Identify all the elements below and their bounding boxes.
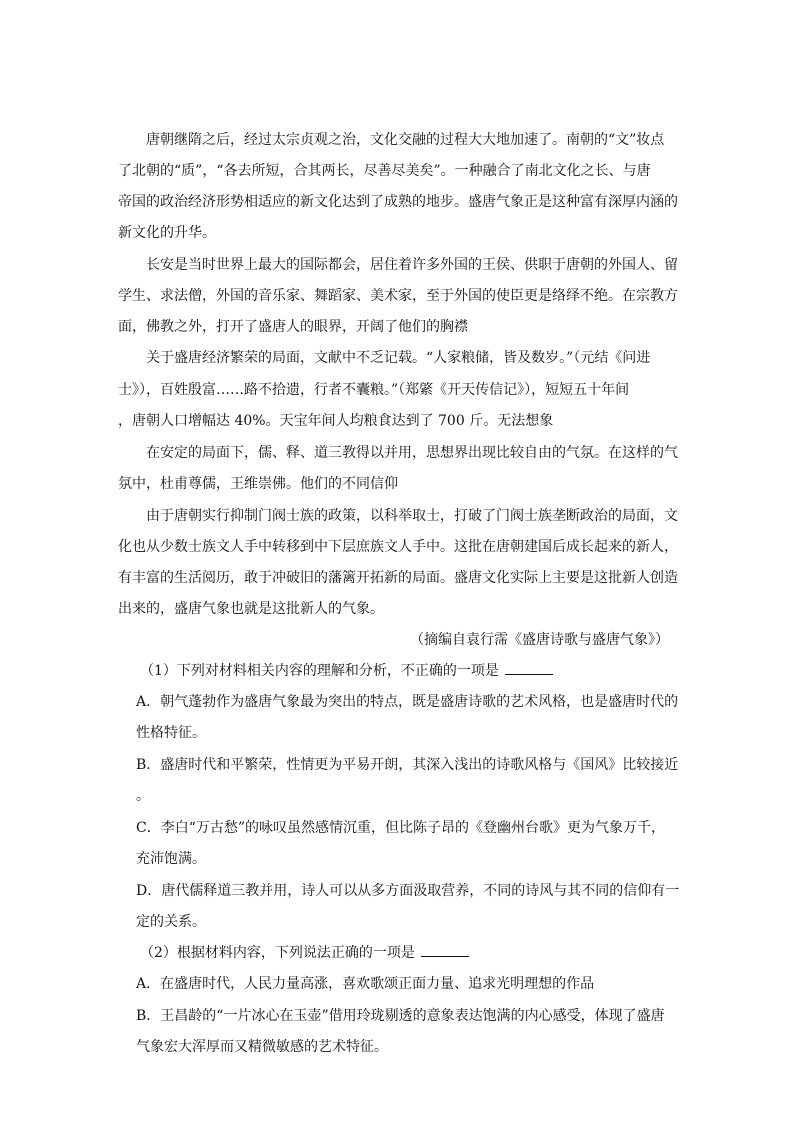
paragraph-3-line-1: 关于盛唐经济繁荣的局面，文献中不乏记载。“人家粮储，皆及数岁。”（元结《问进: [146, 350, 651, 366]
answer-blank: [421, 943, 469, 957]
question-1-stem: [140, 661, 678, 681]
answer-blank: [505, 661, 553, 675]
question-1-option-a-line-2: 性格特征。: [136, 725, 206, 741]
question-1-stem-text: （1）下列对材料相关内容的理解和分析，不正确的一项是: [140, 663, 499, 679]
question-1-option-d-line-2: 定的关系。: [136, 914, 206, 930]
question-2-option-b-line-1: B．王昌龄的“一片冰心在玉壶”借用玲珑剔透的意象表达饱满的内心感受，体现了盛唐: [136, 1008, 665, 1024]
paragraph-1-line-3: 帝国的政治经济形势相适应的新文化达到了成熟的地步。盛唐气象正是这种富有深厚内涵的: [118, 194, 678, 210]
question-1-option-c-line-1: C．李白“万古愁”的咏叹虽然感情沉重，但比陈子昂的《登幽州台歌》更为气象万千，: [136, 820, 666, 836]
paragraph-2-line-1: 长安是当时世界上最大的国际都会，居住着许多外国的王侯、供职于唐朝的外国人、留: [146, 257, 678, 273]
question-1-option-b-line-1: B．盛唐时代和平繁荣，性情更为平易开朗，其深入浅出的诗歌风格与《国风》比较接近: [136, 757, 679, 773]
paragraph-2-line-2: 学生、求法僧，外国的音乐家、舞蹈家、美术家，至于外国的使臣更是络绎不绝。在宗教方: [118, 288, 678, 304]
question-2-stem: [140, 943, 678, 963]
paragraph-3-line-3: ，唐朝人口增幅达 40%。天宝年间人均粮食达到了 700 斤。无法想象: [118, 413, 554, 429]
paragraph-5-line-1: 由于唐朝实行抑制门阀士族的政策，以科举取士，打破了门阀士族垄断政治的局面，文: [146, 508, 678, 524]
question-1-option-a-line-1: A．朝气蓬勃作为盛唐气象最为突出的特点，既是盛唐诗歌的艺术风格，也是盛唐时代的: [136, 694, 679, 710]
question-1-option-b-line-2: 。: [136, 788, 150, 804]
paragraph-5-line-2: 化也从少数士族文人手中转移到中下层庶族文人手中。这批在唐朝建国后成长起来的新人，: [118, 539, 678, 555]
question-2-option-b-line-2: 气象宏大浑厚而又精微敏感的艺术特征。: [136, 1039, 388, 1055]
question-2-stem-text: （2）根据材料内容，下列说法正确的一项是: [140, 945, 415, 961]
paragraph-1-line-2: 了北朝的“质”，“各去所短，合其两长，尽善尽美矣”。一种融合了南北文化之长、与唐: [118, 163, 651, 179]
paragraph-1-line-4: 新文化的升华。: [118, 225, 216, 241]
paragraph-4-line-1: 在安定的局面下，儒、释、道三教得以并用，思想界出现比较自由的气氛。在这样的气: [146, 445, 678, 461]
paragraph-5-line-4: 出来的，盛唐气象也就是这批新人的气象。: [118, 601, 384, 617]
question-1-option-d-line-1: D．唐代儒释道三教并用，诗人可以从多方面汲取营养，不同的诗风与其不同的信仰有一: [136, 883, 680, 899]
paragraph-4-line-2: 氛中，杜甫尊儒，王维崇佛。他们的不同信仰: [118, 476, 398, 492]
source-citation: （摘编自袁行霈《盛唐诗歌与盛唐气象》）: [410, 632, 669, 648]
paragraph-5-line-3: 有丰富的生活阅历，敢于冲破旧的藩篱开拓新的局面。盛唐文化实际上主要是这批新人创造: [118, 570, 678, 586]
paragraph-1-line-1: 唐朝继隋之后，经过太宗贞观之治，文化交融的过程大大地加速了。南朝的“文”妆点: [146, 132, 665, 148]
question-2-option-a-line-1: A．在盛唐时代，人民力量高涨，喜欢歌颂正面力量、追求光明理想的作品: [136, 976, 595, 992]
question-1-option-c-line-2: 充沛饱满。: [136, 851, 206, 867]
paragraph-2-line-3: 面，佛教之外，打开了盛唐人的眼界，开阔了他们的胸襟: [118, 319, 468, 335]
paragraph-3-line-2: 士》），百姓殷富……路不拾遗，行者不囊粮。”（郑綮《开天传信记》），短短五十年间: [118, 382, 630, 398]
